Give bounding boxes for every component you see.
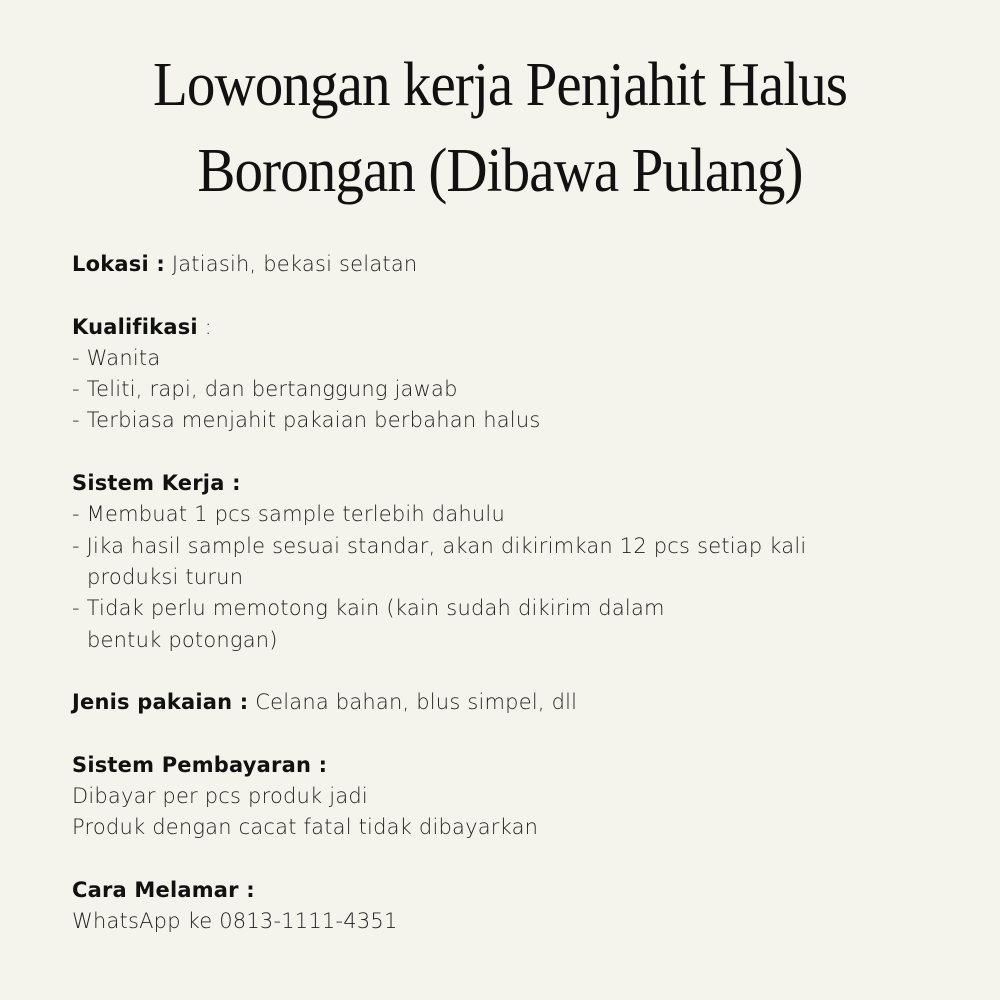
- work-system-heading: Sistem Kerja :: [72, 471, 241, 496]
- payment-system-heading: Sistem Pembayaran :: [72, 752, 328, 777]
- location-value: Jatiasih, bekasi selatan: [164, 252, 418, 276]
- work-system-item-continued: produksi turun: [87, 564, 244, 589]
- qualification-label: Kualifikasi: [72, 314, 198, 339]
- work-system-item: - Membuat 1 pcs sample terlebih dahulu: [72, 502, 505, 527]
- title-line-1: Lowongan kerja Penjahit Halus: [152, 51, 848, 119]
- how-to-apply-heading: Cara Melamar :: [72, 877, 255, 902]
- location-label: Lokasi :: [72, 252, 165, 276]
- qualification-item: - Wanita: [72, 345, 161, 370]
- qualification-item: - Terbiasa menjahit pakaian berbahan halus: [72, 408, 541, 433]
- location-row: [72, 249, 952, 280]
- payment-item: Dibayar per pcs produk jadi: [72, 784, 368, 809]
- payment-item: Produk dengan cacat fatal tidak dibayarkan: [72, 815, 539, 840]
- clothing-type-label: Jenis pakaian :: [72, 690, 249, 715]
- work-system-item: - Jika hasil sample sesuai standar, akan dikirimkan 12 pcs setiap kali: [72, 533, 807, 558]
- qualification-item: - Teliti, rapi, dan bertanggung jawab: [72, 377, 458, 402]
- clothing-type-row: [72, 687, 952, 718]
- clothing-type-value: Celana bahan, blus simpel, dll: [248, 690, 578, 715]
- page-title: [40, 42, 960, 214]
- how-to-apply-contact: WhatsApp ke 0813-1111-4351: [72, 909, 398, 934]
- work-system-item-continued: bentuk potongan): [87, 627, 278, 652]
- title-line-2: Borongan (Dibawa Pulang): [197, 137, 803, 205]
- work-system-item: - Tidak perlu memotong kain (kain sudah dikirim dalam: [72, 596, 665, 621]
- qualification-colon: :: [197, 314, 212, 339]
- qualification-heading: [72, 312, 952, 343]
- job-posting-body: [72, 249, 952, 938]
